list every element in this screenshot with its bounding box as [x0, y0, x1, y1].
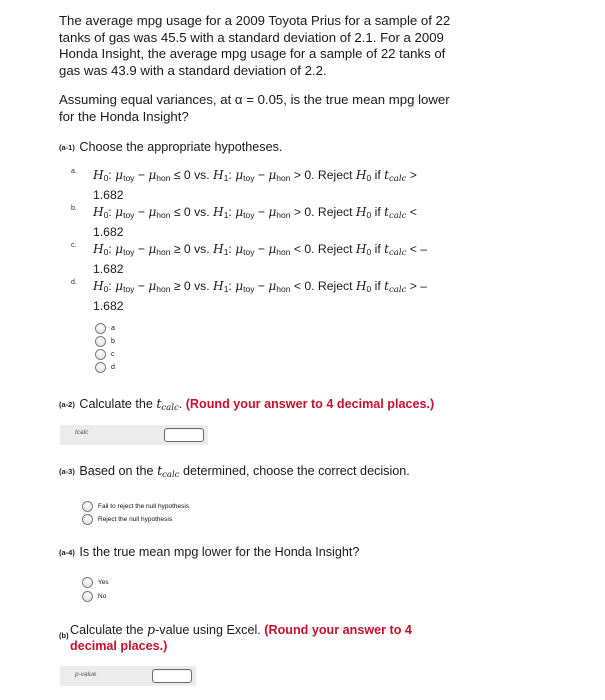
part-tag: (a-2)	[59, 400, 75, 409]
subscript: toy	[123, 284, 135, 294]
mu-symbol: μ	[235, 242, 244, 256]
mu-symbol: μ	[268, 279, 277, 293]
mu-symbol: μ	[115, 205, 124, 219]
hypothesis-option	[71, 241, 457, 277]
calc-subscript: calc	[389, 285, 407, 295]
minus: −	[257, 205, 265, 219]
subscript: hon	[156, 210, 171, 220]
option-letter: d.	[71, 279, 77, 286]
part-a1-prompt	[59, 139, 282, 156]
radio-label: No	[98, 592, 107, 600]
mu-symbol: μ	[148, 242, 157, 256]
if-text: if	[374, 168, 381, 182]
radio-option-c[interactable]	[95, 348, 115, 360]
subscript: 1	[223, 210, 229, 220]
if-text: if	[374, 205, 381, 219]
colon: :	[108, 242, 112, 256]
tcalc-value	[165, 434, 168, 444]
subscript: toy	[243, 284, 255, 294]
calc-subscript: calc	[161, 403, 179, 413]
option-letter: b.	[71, 205, 77, 212]
critical-value: 1.682	[93, 225, 124, 239]
radio-no[interactable]	[82, 590, 106, 602]
part-tag: (a-4)	[59, 548, 75, 557]
prompt-text: Calculate the	[79, 397, 153, 411]
minus: −	[257, 279, 265, 293]
mu-symbol: μ	[235, 279, 244, 293]
subscript: 0	[366, 247, 372, 257]
colon: :	[228, 279, 232, 293]
option-letter: a.	[71, 168, 77, 175]
prompt-text: -value using Excel.	[155, 623, 261, 637]
rounding-instruction: (Round your answer to 4	[264, 623, 412, 637]
prompt-text: determined, choose the correct decision.	[182, 464, 410, 478]
radio-button[interactable]	[95, 323, 106, 334]
subscript: hon	[156, 173, 171, 183]
if-text: if	[374, 242, 381, 256]
hypothesis-option	[71, 167, 457, 203]
subscript: 0	[103, 247, 109, 257]
minus: −	[257, 168, 265, 182]
h0-symbol: H	[93, 242, 104, 256]
h1-symbol: H	[213, 279, 224, 293]
part-tag: (a-1)	[59, 143, 75, 152]
minus: −	[137, 279, 145, 293]
option-letter: c.	[71, 242, 77, 249]
pvalue-value	[153, 675, 156, 685]
radio-button[interactable]	[82, 514, 93, 525]
h0-symbol: H	[93, 168, 104, 182]
t-symbol: t	[157, 463, 163, 478]
colon: :	[228, 205, 232, 219]
subscript: 1	[223, 284, 229, 294]
h1-symbol: H	[213, 205, 224, 219]
prompt-text: Based on the	[79, 464, 154, 478]
mu-symbol: μ	[115, 279, 124, 293]
part-a4-prompt	[59, 544, 359, 561]
h0-symbol: H	[93, 205, 104, 219]
part-a3-prompt	[59, 463, 410, 483]
h0-relation: ≥ 0 vs.	[173, 279, 210, 293]
minus: −	[137, 205, 145, 219]
mu-symbol: μ	[148, 279, 157, 293]
h1-relation: < 0. Reject	[293, 279, 353, 293]
h0-relation: ≤ 0 vs.	[173, 205, 210, 219]
reject-relation: >	[409, 168, 417, 182]
mu-symbol: μ	[235, 205, 244, 219]
mu-symbol: μ	[268, 168, 277, 182]
intro-line: gas was 43.9 with a standard deviation of 2.2.	[59, 62, 327, 78]
calc-subscript: calc	[389, 211, 407, 221]
subscript: hon	[276, 284, 291, 294]
intro-line: The average mpg usage for a 2009 Toyota Prius for a sample of 22	[59, 13, 451, 28]
mu-symbol: μ	[148, 205, 157, 219]
radio-button[interactable]	[82, 591, 93, 602]
h0-symbol: H	[355, 279, 367, 293]
mu-symbol: μ	[268, 242, 277, 256]
subscript: hon	[276, 247, 291, 257]
subscript: 0	[366, 173, 372, 183]
subscript: hon	[276, 210, 291, 220]
h0-symbol: H	[355, 205, 367, 219]
part-tag: (b)	[59, 631, 69, 640]
radio-fail-to-reject[interactable]	[82, 500, 189, 512]
mu-symbol: μ	[235, 168, 244, 182]
h1-relation: > 0. Reject	[293, 168, 353, 182]
colon: :	[228, 168, 232, 182]
subscript: toy	[243, 210, 255, 220]
calc-subscript: calc	[389, 248, 407, 258]
t-symbol: t	[156, 396, 162, 411]
radio-yes[interactable]	[82, 576, 109, 588]
h1-symbol: H	[213, 242, 224, 256]
prompt-text: Is the true mean mpg lower for the Honda Insight?	[79, 545, 360, 559]
radio-label: a	[111, 324, 115, 332]
h0-symbol: H	[355, 168, 367, 182]
colon: :	[108, 168, 112, 182]
rounding-instruction: (Round your answer to 4 decimal places.)	[185, 397, 435, 411]
tcalc-label: tcalc	[75, 429, 89, 436]
subscript: toy	[243, 247, 255, 257]
critical-value: 1.682	[93, 188, 124, 202]
radio-reject[interactable]	[82, 513, 172, 525]
pvalue-label: p-value	[75, 671, 97, 678]
radio-label: Fail to reject the null hypothesis	[98, 502, 190, 510]
if-text: if	[374, 279, 381, 293]
pvalue-input[interactable]	[152, 669, 192, 683]
calc-subscript: calc	[389, 174, 407, 184]
minus: −	[137, 242, 145, 256]
subscript: toy	[123, 173, 135, 183]
hypothesis-option	[71, 278, 457, 314]
radio-label: Yes	[98, 578, 109, 586]
t-symbol: t	[384, 168, 390, 182]
rounding-instruction: decimal places.)	[70, 639, 168, 653]
intro-line: tanks of gas was 45.5 with a standard deviation of 2.1. For a 2009	[59, 29, 444, 45]
question-line: for the Honda Insight?	[59, 108, 189, 124]
h0-symbol: H	[355, 242, 367, 256]
subscript: hon	[156, 247, 171, 257]
subscript: 1	[223, 247, 229, 257]
part-a2-prompt	[59, 396, 434, 416]
colon: :	[108, 205, 112, 219]
part-b-prompt	[70, 622, 470, 654]
subscript: 0	[103, 173, 109, 183]
colon: :	[108, 279, 112, 293]
tcalc-input[interactable]	[164, 428, 204, 442]
t-symbol: t	[384, 242, 390, 256]
question-text	[59, 92, 479, 125]
radio-option-a[interactable]	[95, 322, 115, 334]
radio-button[interactable]	[82, 577, 93, 588]
minus: −	[257, 242, 265, 256]
critical-value: 1.682	[93, 299, 124, 313]
reject-relation: < –	[409, 242, 428, 256]
colon: :	[228, 242, 232, 256]
mu-symbol: μ	[115, 242, 124, 256]
question-line: Assuming equal variances, at α = 0.05, is the true mean mpg lower	[59, 92, 450, 107]
radio-button[interactable]	[82, 501, 93, 512]
critical-value: 1.682	[93, 262, 124, 276]
p-symbol: p	[147, 622, 156, 637]
subscript: toy	[243, 173, 255, 183]
subscript: 0	[103, 284, 109, 294]
minus: −	[137, 168, 145, 182]
radio-option-d[interactable]	[95, 361, 115, 373]
h0-symbol: H	[93, 279, 104, 293]
subscript: toy	[123, 210, 135, 220]
h0-relation: ≥ 0 vs.	[173, 242, 210, 256]
reject-relation: > –	[409, 279, 428, 293]
subscript: 1	[223, 173, 229, 183]
reject-relation: <	[409, 205, 417, 219]
prompt-text: Calculate the	[70, 623, 144, 637]
t-symbol: t	[384, 279, 390, 293]
subscript: toy	[123, 247, 135, 257]
subscript: 0	[366, 210, 372, 220]
mu-symbol: μ	[268, 205, 277, 219]
radio-label: c	[111, 350, 115, 358]
radio-button[interactable]	[95, 362, 106, 373]
part-tag: (a-3)	[59, 467, 75, 476]
radio-option-b[interactable]	[95, 335, 115, 347]
radio-label: Reject the null hypothesis	[98, 515, 173, 523]
intro-line: Honda Insight, the average mpg usage for a sample of 22 tanks of	[59, 46, 446, 61]
prompt-text: Choose the appropriate hypotheses.	[79, 140, 283, 154]
radio-button[interactable]	[95, 336, 106, 347]
h1-relation: > 0. Reject	[293, 205, 353, 219]
mu-symbol: μ	[148, 168, 157, 182]
radio-button[interactable]	[95, 349, 106, 360]
calc-subscript: calc	[162, 470, 180, 480]
subscript: 0	[103, 210, 109, 220]
subscript: hon	[156, 284, 171, 294]
radio-label: b	[111, 337, 115, 345]
h1-symbol: H	[213, 168, 224, 182]
radio-label: d	[111, 363, 115, 371]
h0-relation: ≤ 0 vs.	[173, 168, 210, 182]
period: .	[178, 397, 183, 411]
h1-relation: < 0. Reject	[293, 242, 353, 256]
t-symbol: t	[384, 205, 390, 219]
subscript: 0	[366, 284, 372, 294]
hypothesis-option	[71, 204, 457, 240]
problem-statement	[59, 13, 479, 79]
subscript: hon	[276, 173, 291, 183]
mu-symbol: μ	[115, 168, 124, 182]
